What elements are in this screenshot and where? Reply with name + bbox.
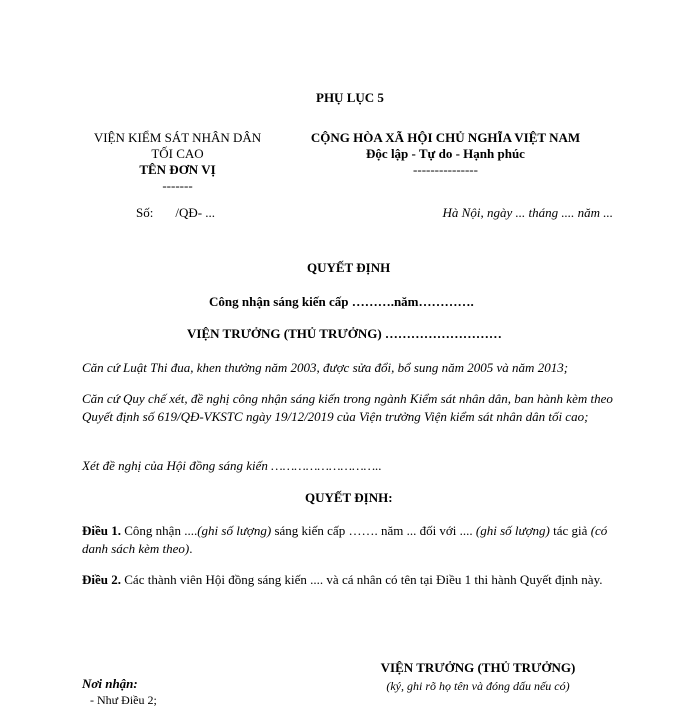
article-1-text-c: tác giả (549, 523, 591, 538)
article-1-italic-c: (có danh sách kèm theo) (82, 523, 608, 556)
issuer-line: VIỆN TRƯỞNG (THỦ TRƯỞNG) ……………………… (187, 326, 502, 341)
nation-header (288, 130, 603, 178)
article-2-text: Các thành viên Hội đồng sáng kiến .... và cá nhân có tên tại Điều 1 thi hành Quyết định này. (121, 572, 603, 587)
article-1-italic-b: (ghi số lượng) (475, 523, 550, 538)
decision-title: QUYẾT ĐỊNH (307, 260, 391, 275)
article-2-label: Điều 2. (82, 572, 121, 587)
signature-title: VIỆN TRƯỞNG (THỦ TRƯỞNG) (380, 660, 576, 675)
document-number (136, 206, 215, 219)
agency-line2: TỐI CAO (151, 146, 204, 161)
signature-note: (ký, ghi rõ họ tên và đóng dấu nếu có) (386, 679, 570, 693)
national-motto: Độc lập - Tự do - Hạnh phúc (366, 146, 525, 161)
agency-rule: ------- (162, 178, 193, 193)
article-1-text-a: Công nhận .... (121, 523, 198, 538)
appendix-title: PHỤ LỤC 5 (316, 90, 384, 105)
decision-subject: Công nhận sáng kiến cấp ……….năm…………. (209, 294, 474, 309)
number-label: Số: (136, 205, 154, 220)
article-1 (82, 522, 622, 558)
number-suffix: /QĐ- ... (175, 205, 216, 220)
basis-3: Xét đề nghị của Hội đồng sáng kiến ……………………….. (82, 458, 382, 473)
agency-line1: VIỆN KIỂM SÁT NHÂN DÂN (93, 130, 262, 145)
place-date: Hà Nội, ngày ... tháng .... năm ... (442, 205, 613, 220)
recipient-item: - Như Điều 2; (90, 693, 157, 707)
basis-2: Căn cứ Quy chế xét, đề nghị công nhận sáng kiến trong ngành Kiểm sát nhân dân, ban hành kèm theo Quyết định số 619/QĐ-VKSTC ngày 19/12/2019 của Viện trưởng Viện kiểm sát nhân dân tối cao; (82, 391, 613, 424)
article-1-label: Điều 1. (82, 523, 121, 538)
article-1-text-d: . (189, 541, 193, 556)
decide-heading: QUYẾT ĐỊNH: (305, 490, 393, 505)
nation-rule: --------------- (413, 162, 478, 177)
recipients-label: Nơi nhận: (82, 676, 138, 691)
nation-name: CỘNG HÒA XÃ HỘI CHỦ NGHĨA VIỆT NAM (310, 130, 581, 145)
basis-1: Căn cứ Luật Thi đua, khen thưởng năm 2003, được sửa đổi, bổ sung năm 2005 và năm 2013; (82, 360, 569, 375)
article-1-italic-a: (ghi số lượng) (197, 523, 272, 538)
article-1-text-b: sáng kiến cấp ……. năm ... đối với .... (271, 523, 476, 538)
unit-name: TÊN ĐƠN VỊ (139, 162, 216, 177)
article-2 (82, 571, 622, 589)
agency-header (80, 130, 275, 194)
